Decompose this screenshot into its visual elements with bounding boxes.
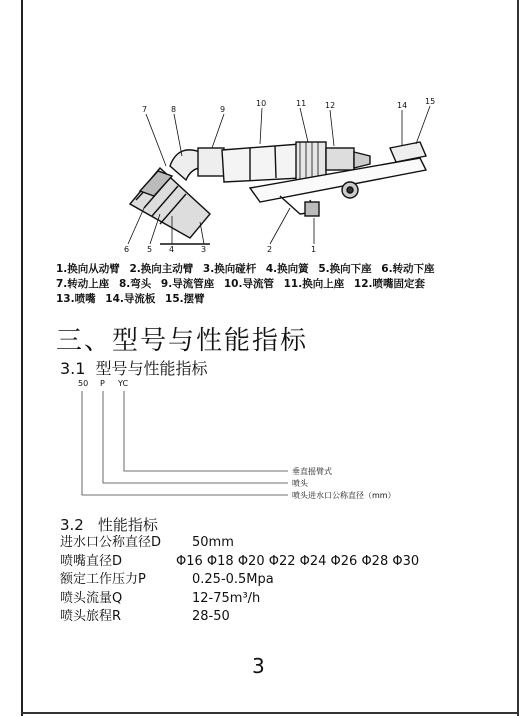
spec-key: 额定工作压力P xyxy=(60,572,146,587)
spec-value: 12-75m³/h xyxy=(192,590,261,606)
callout-14: 14 xyxy=(397,101,408,110)
subsection-number: 3.2 xyxy=(60,516,84,534)
legend-row xyxy=(56,292,441,307)
callout-8: 8 xyxy=(171,105,177,114)
page-number: 3 xyxy=(252,654,265,678)
callout-7: 7 xyxy=(142,105,148,114)
spec-value: 28-50 xyxy=(192,609,230,624)
model-label-sprinkler: 喷头 xyxy=(292,479,308,488)
model-label-type: 垂直摇臂式 xyxy=(292,467,332,476)
callout-6: 6 xyxy=(124,245,130,254)
model-code-diagram xyxy=(60,375,400,505)
model-leader-lines xyxy=(60,375,400,505)
spec-row xyxy=(60,553,420,572)
page-border-bottom xyxy=(21,712,519,714)
legend-item: 8.弯头 xyxy=(118,278,152,290)
spec-value: Φ16 Φ18 Φ20 Φ22 Φ24 Φ26 Φ28 Φ30 xyxy=(176,553,420,569)
spec-row xyxy=(60,534,234,553)
callout-2: 2 xyxy=(267,245,273,254)
callout-12: 12 xyxy=(325,101,336,110)
spec-row xyxy=(60,608,230,627)
legend-row xyxy=(56,277,441,292)
callout-15: 15 xyxy=(425,97,436,106)
callout-5: 5 xyxy=(147,245,153,254)
spec-value: 0.25-0.5Mpa xyxy=(192,572,274,587)
legend-item: 9.导流管座 xyxy=(160,278,215,290)
legend-item: 14.导流板 xyxy=(105,293,156,305)
subsection-title: 性能指标 xyxy=(97,516,158,534)
legend-item: 4.换向簧 xyxy=(265,263,309,275)
sprinkler-diagram xyxy=(100,96,460,256)
callout-11: 11 xyxy=(296,99,307,108)
legend-item: 6.转动下座 xyxy=(381,263,435,275)
legend-item: 3.换向碰杆 xyxy=(202,263,257,275)
parts-legend xyxy=(56,262,441,307)
legend-item: 1.换向从动臂 xyxy=(56,263,120,275)
legend-item: 15.摆臂 xyxy=(165,293,205,305)
callout-9: 9 xyxy=(220,105,226,114)
legend-item: 13.喷嘴 xyxy=(56,293,96,305)
spec-row xyxy=(60,571,274,590)
model-code-yc: YC xyxy=(118,379,129,388)
section-title: 三、型号与性能指标 xyxy=(56,326,309,356)
page-border-right xyxy=(517,0,519,716)
spec-key: 进水口公称直径D xyxy=(60,535,162,550)
subsection-heading-3-2 xyxy=(60,514,158,535)
spec-key: 喷嘴直径D xyxy=(60,553,123,569)
legend-item: 5.换向下座 xyxy=(318,263,372,275)
spec-key: 喷头流量Q xyxy=(60,590,123,606)
model-code-50: 50 xyxy=(78,379,89,388)
model-code-p: P xyxy=(100,379,105,388)
spec-key: 喷头旅程R xyxy=(60,609,122,624)
callout-1: 1 xyxy=(311,245,317,254)
callout-10: 10 xyxy=(256,99,267,108)
legend-row xyxy=(56,262,441,277)
callout-3: 3 xyxy=(201,245,207,254)
legend-item: 10.导流管 xyxy=(223,278,274,290)
subsection-title: 型号与性能指标 xyxy=(95,359,208,378)
spec-row xyxy=(60,590,261,609)
page-border-left xyxy=(21,0,23,716)
legend-item: 12.喷嘴固定套 xyxy=(353,278,425,290)
legend-item: 11.换向上座 xyxy=(283,278,345,290)
subsection-number: 3.1 xyxy=(60,359,86,378)
spec-list xyxy=(60,534,420,627)
legend-item: 2.换向主动臂 xyxy=(129,263,194,275)
legend-item: 7.转动上座 xyxy=(56,278,110,290)
spec-value: 50mm xyxy=(192,535,234,550)
callout-4: 4 xyxy=(169,245,175,254)
model-label-diameter: 喷头进水口公称直径（mm） xyxy=(292,491,396,500)
